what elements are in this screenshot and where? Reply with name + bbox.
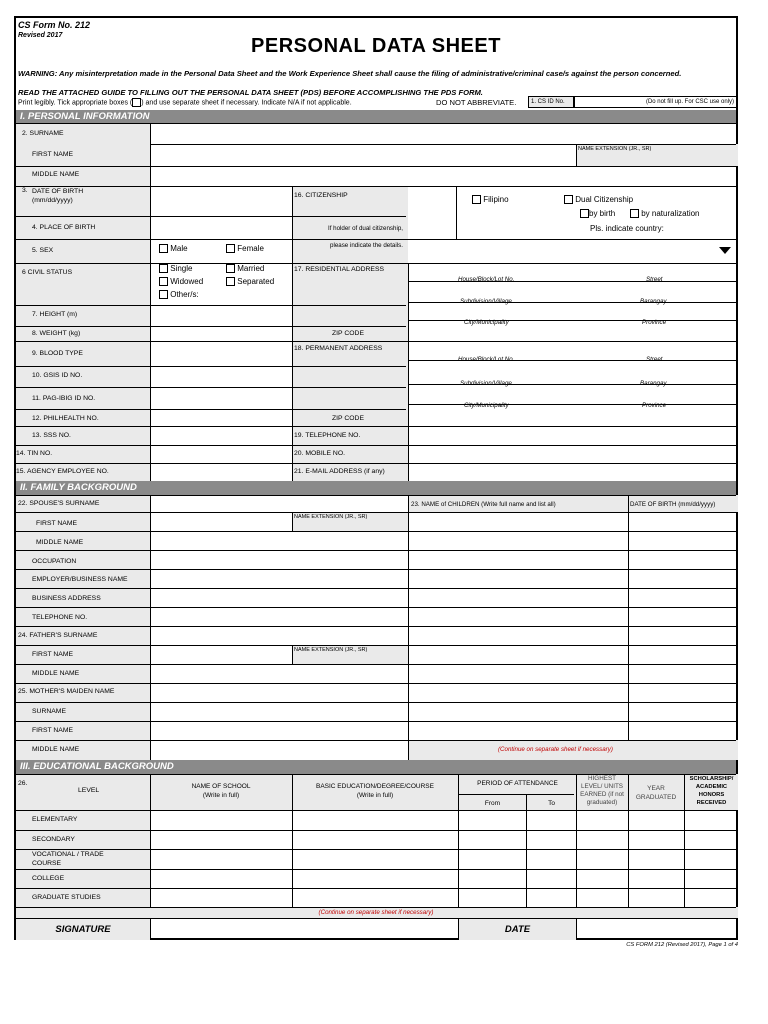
res-zip-label: ZIP CODE: [332, 330, 364, 337]
filipino-option[interactable]: Filipino: [472, 195, 509, 204]
widowed-checkbox[interactable]: [159, 277, 168, 286]
dual-note-2: please indicate the details.: [330, 242, 403, 249]
agency-label: 15. AGENCY EMPLOYEE NO.: [16, 468, 109, 475]
by-naturalization-option[interactable]: by naturalization: [630, 209, 700, 218]
height-input[interactable]: [151, 306, 291, 325]
separated-checkbox[interactable]: [226, 277, 235, 286]
gsis-label: 10. GSIS ID NO.: [32, 372, 83, 379]
married-option[interactable]: Married: [226, 264, 264, 273]
male-checkbox[interactable]: [159, 244, 168, 253]
no-abbreviate-text: DO NOT ABBREVIATE.: [436, 98, 517, 107]
sample-checkbox: [132, 98, 141, 107]
height-label: 7. HEIGHT (m): [32, 311, 78, 318]
telephone-input[interactable]: [409, 427, 738, 444]
blood-type-label: 9. BLOOD TYPE: [32, 350, 83, 357]
chevron-down-icon[interactable]: [719, 247, 731, 254]
perm-street-label: Street: [646, 356, 663, 363]
spouse-name-ext-label: NAME EXTENSION (JR., SR): [294, 514, 368, 520]
family-continue-note: (Continue on separate sheet if necessary): [498, 746, 613, 753]
by-birth-option[interactable]: by birth: [580, 209, 615, 218]
res-street-label: Street: [646, 276, 663, 283]
year-graduated-header: YEAR GRADUATED: [635, 785, 677, 801]
mobile-label: 20. MOBILE NO.: [294, 450, 345, 457]
residential-address-label: 17. RESIDENTIAL ADDRESS: [294, 266, 385, 273]
middle-name-label: MIDDLE NAME: [32, 171, 80, 178]
employer-label: EMPLOYER/BUSINESS NAME: [32, 576, 128, 583]
children-header: 23. NAME of CHILDREN (Write full name and list all): [411, 501, 556, 508]
by-nat-checkbox[interactable]: [630, 209, 639, 218]
name-ext-label: NAME EXTENSION (JR., SR): [578, 146, 652, 152]
weight-label: 8. WEIGHT (kg): [32, 330, 81, 337]
level-graduate: GRADUATE STUDIES: [32, 894, 101, 901]
perm-house-label: House/Block/Lot No.: [458, 356, 515, 363]
perm-zip-label: ZIP CODE: [332, 415, 364, 422]
signature-label: SIGNATURE: [55, 924, 111, 935]
section-family-background: II. FAMILY BACKGROUND: [16, 481, 736, 495]
level-vocational: VOCATIONAL / TRADE COURSE: [32, 851, 104, 867]
mother-surname-label: SURNAME: [32, 708, 66, 715]
form-revised: Revised 2017: [18, 32, 63, 39]
father-middle-name-label: MIDDLE NAME: [32, 670, 80, 677]
page-title: PERSONAL DATA SHEET: [251, 35, 501, 57]
first-name-input[interactable]: [151, 145, 575, 165]
female-option[interactable]: Female: [226, 244, 264, 253]
filipino-checkbox[interactable]: [472, 195, 481, 204]
country-dropdown[interactable]: [457, 240, 738, 262]
tin-label: 14. TIN NO.: [16, 450, 53, 457]
pob-input[interactable]: [151, 217, 291, 238]
citizenship-label: 16. CITIZENSHIP: [294, 192, 348, 199]
tin-input[interactable]: [151, 446, 291, 462]
spouse-middle-name-label: MIDDLE NAME: [36, 539, 84, 546]
by-birth-checkbox[interactable]: [580, 209, 589, 218]
res-province-label: Province: [642, 319, 667, 326]
gsis-input[interactable]: [151, 367, 291, 386]
dob-input[interactable]: [151, 187, 291, 215]
section-personal-information: I. PERSONAL INFORMATION: [16, 110, 736, 123]
pob-label: 4. PLACE OF BIRTH: [32, 224, 96, 231]
philhealth-label: 12. PHILHEALTH NO.: [32, 415, 99, 422]
to-header: To: [548, 800, 555, 807]
form-footer: CS FORM 212 (Revised 2017), Page 1 of 4: [626, 942, 738, 948]
dob-label: DATE OF BIRTH: [32, 188, 84, 195]
perm-subdiv-label: Subdivision/Village: [460, 380, 512, 387]
business-address-label: BUSINESS ADDRESS: [32, 595, 101, 602]
pagibig-label: 11. PAG-IBIG ID NO.: [32, 395, 96, 402]
permanent-address-label: 18. PERMANENT ADDRESS: [294, 345, 383, 352]
permanent-address-input[interactable]: [409, 342, 738, 425]
mother-first-name-label: FIRST NAME: [32, 727, 74, 734]
father-name-ext-label: NAME EXTENSION (JR., SR): [294, 647, 368, 653]
middle-name-input[interactable]: [151, 167, 738, 186]
philhealth-input[interactable]: [151, 410, 291, 425]
first-name-label: FIRST NAME: [32, 151, 74, 158]
cs-id-label: 1. CS ID No.: [528, 96, 574, 108]
sex-label: 5. SEX: [32, 247, 54, 254]
level-elementary: ELEMENTARY: [32, 816, 78, 823]
blood-type-input[interactable]: [151, 342, 291, 365]
surname-input[interactable]: [151, 124, 738, 144]
print-note: Print legibly. Tick appropriate boxes ( ) and use separate sheet if necessary. Indicate N/A if not applicable.: [18, 99, 352, 107]
res-city-label: City/Municipality: [464, 319, 509, 326]
school-header: NAME OF SCHOOL (Write in full): [191, 783, 251, 799]
dob-format: (mm/dd/yyyy): [32, 197, 73, 204]
level-college: COLLEGE: [32, 875, 65, 882]
course-header: BASIC EDUCATION/DEGREE/COURSE (Write in full): [316, 783, 434, 799]
date-field[interactable]: [577, 920, 738, 939]
dual-citizenship-option[interactable]: Dual Citizenship: [564, 195, 633, 204]
male-option[interactable]: Male: [159, 244, 188, 253]
pagibig-input[interactable]: [151, 388, 291, 408]
separated-option[interactable]: Separated: [226, 277, 274, 286]
form-number: CS Form No. 212: [18, 20, 91, 30]
spouse-telephone-label: TELEPHONE NO.: [32, 614, 88, 621]
mother-maiden-label: 25. MOTHER'S MAIDEN NAME: [18, 688, 115, 695]
period-header: PERIOD OF ATTENDANCE: [477, 780, 558, 787]
signature-field[interactable]: [151, 920, 457, 939]
father-surname-label: 24. FATHER'S SURNAME: [18, 632, 98, 639]
email-label: 21. E-MAIL ADDRESS (if any): [294, 468, 385, 475]
female-checkbox[interactable]: [226, 244, 235, 253]
mobile-input[interactable]: [409, 446, 738, 462]
education-continue-note: (Continue on separate sheet if necessary): [318, 909, 434, 916]
dual-note-1: If holder of dual citizenship,: [328, 225, 403, 232]
personal-data-sheet-form: [14, 16, 738, 940]
single-option[interactable]: Single: [159, 264, 192, 273]
honors-header: SCHOLARSHIP/ ACADEMIC HONORS RECEIVED: [689, 776, 734, 806]
guide-text: READ THE ATTACHED GUIDE TO FILLING OUT THE PERSONAL DATA SHEET (PDS) BEFORE ACCOMPLISHING THE PDS FORM.: [18, 88, 483, 97]
weight-input[interactable]: [151, 327, 291, 340]
telephone-label: 19. TELEPHONE NO.: [294, 432, 361, 439]
perm-city-label: City/Municipality: [464, 402, 509, 409]
sss-input[interactable]: [151, 427, 291, 444]
from-header: From: [484, 800, 501, 807]
mother-middle-name-label: MIDDLE NAME: [32, 746, 80, 753]
spouse-first-name-label: FIRST NAME: [36, 520, 78, 527]
others-option[interactable]: Other/s:: [159, 290, 199, 299]
perm-barangay-label: Barangay: [640, 380, 667, 387]
married-checkbox[interactable]: [226, 264, 235, 273]
spouse-surname-label: 22. SPOUSE'S SURNAME: [18, 500, 100, 507]
res-barangay-label: Barangay: [640, 298, 667, 305]
widowed-option[interactable]: Widowed: [159, 277, 203, 286]
dual-checkbox[interactable]: [564, 195, 573, 204]
warning-text: WARNING: Any misinterpretation made in the Personal Data Sheet and the Work Experience Sheet shall cause the filing of administrative/criminal case/s against the person concerned.: [18, 69, 682, 78]
email-input[interactable]: [409, 464, 738, 480]
surname-label: 2. SURNAME: [22, 130, 64, 137]
education-number: 26.: [18, 780, 28, 787]
civil-status-label: 6 CIVIL STATUS: [22, 269, 73, 276]
section-educational-background: III. EDUCATIONAL BACKGROUND: [16, 760, 736, 774]
sss-label: 13. SSS NO.: [32, 432, 71, 439]
occupation-label: OCCUPATION: [32, 558, 77, 565]
agency-input[interactable]: [151, 464, 291, 480]
highest-level-header: HIGHEST LEVEL/ UNITS EARNED (if not graduated): [580, 775, 624, 806]
single-checkbox[interactable]: [159, 264, 168, 273]
cs-id-field[interactable]: (Do not fill up. For CSC use only): [574, 96, 738, 108]
level-secondary: SECONDARY: [32, 836, 75, 843]
indicate-country-label: Pls. indicate country:: [590, 224, 664, 233]
res-subdiv-label: Subdivision/Village: [460, 298, 512, 305]
others-checkbox[interactable]: [159, 290, 168, 299]
dob-number: 3.: [22, 187, 28, 194]
level-header: LEVEL: [78, 787, 100, 794]
father-first-name-label: FIRST NAME: [32, 651, 74, 658]
date-label: DATE: [504, 924, 531, 935]
res-house-label: House/Block/Lot No.: [458, 276, 515, 283]
residential-address-input[interactable]: [409, 264, 738, 340]
child-dob-header: DATE OF BIRTH (mm/dd/yyyy): [630, 501, 716, 508]
perm-province-label: Province: [642, 402, 667, 409]
